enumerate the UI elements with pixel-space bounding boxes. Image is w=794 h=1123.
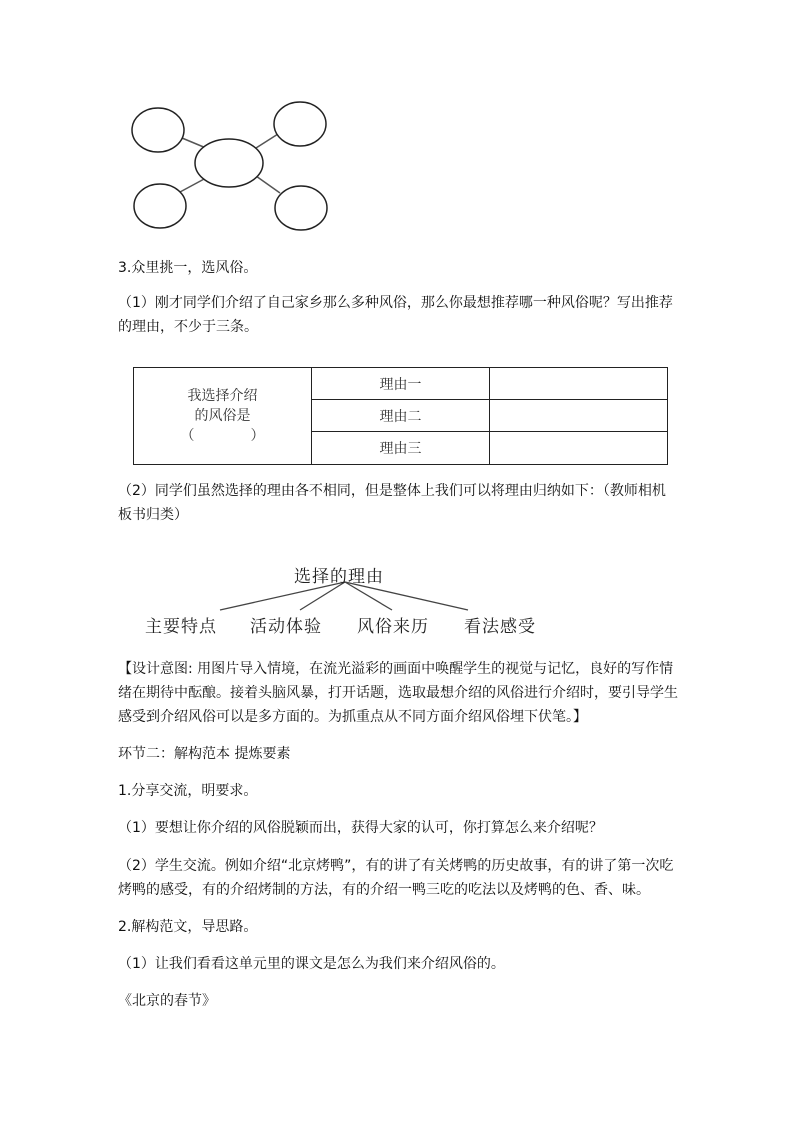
item2-title: 2.解构范文，导思路。 — [118, 919, 258, 935]
section3-title: 3.众里挑一，选风俗。 — [118, 260, 258, 276]
connector-bottom-right — [256, 176, 280, 193]
chosen-custom-line2: 的风俗是 — [194, 408, 251, 424]
section-two-title: 环节二：解构范本 提炼要素 — [118, 746, 291, 762]
reason-label-3: 理由三 — [312, 432, 490, 465]
bubble-bottom-right — [275, 186, 327, 230]
reason-table — [133, 367, 668, 465]
reason-answer-1[interactable] — [490, 368, 668, 400]
connector-top-left — [182, 138, 206, 148]
bubble-top-left — [132, 108, 184, 152]
reason-label-1: 理由一 — [312, 368, 490, 400]
book-title: 《北京的春节》 — [118, 993, 216, 1009]
chosen-custom-line1: 我选择介绍 — [187, 388, 258, 404]
item2-question-1: （1）让我们看看这单元里的课文是怎么为我们来介绍风俗的。 — [118, 956, 505, 972]
connector-top-right — [256, 134, 278, 148]
question-1: （1）刚才同学们介绍了自己家乡那么多种风俗，那么你最想推荐哪一种风俗呢？写出推荐的理由，不少于三条。 — [118, 295, 673, 335]
bubble-center — [195, 139, 263, 187]
tree-branch-4: 看法感受 — [464, 617, 536, 637]
tree-branch-3: 风俗来历 — [357, 617, 429, 637]
tree-branch-2: 活动体验 — [250, 617, 322, 637]
chosen-custom-blank: （ ） — [180, 428, 265, 444]
connector-bottom-left — [180, 178, 206, 192]
bubble-top-right — [274, 102, 326, 146]
bubble-map-diagram — [0, 0, 794, 240]
design-intent: 【设计意图: 用图片导入情境，在流光溢彩的画面中唤醒学生的视觉与记忆，良好的写作情绪在期待中酝酿。接着头脑风暴，打开话题，选取最想介绍的风俗进行介绍时，要引导学生感受到介绍风俗可以是多方面的。为抓重点从不同方面介绍风俗埋下伏笔。】 — [118, 661, 678, 725]
tree-branch-1: 主要特点 — [145, 617, 217, 637]
reason-label-2: 理由二 — [312, 400, 490, 432]
item1-question-1: （1）要想让你介绍的风俗脱颖而出，获得大家的认可，你打算怎么来介绍呢？ — [118, 820, 603, 836]
bubble-bottom-left — [134, 184, 186, 228]
chosen-custom-cell — [134, 368, 312, 465]
item1-title: 1.分享交流，明要求。 — [118, 783, 258, 799]
reason-tree-lines — [0, 560, 794, 620]
reason-answer-3[interactable] — [490, 432, 668, 465]
question-2: （2）同学们虽然选择的理由各不相同，但是整体上我们可以将理由归纳如下：（教师相机板书归类） — [118, 483, 666, 523]
item1-question-2: （2）学生交流。例如介绍“北京烤鸭”，有的讲了有关烤鸭的历史故事，有的讲了第一次吃烤鸭的感受，有的介绍烤制的方法，有的介绍一鸭三吃的吃法以及烤鸭的色、香、味。 — [118, 858, 674, 898]
reason-answer-2[interactable] — [490, 400, 668, 432]
tree-root: 选择的理由 — [294, 567, 384, 587]
